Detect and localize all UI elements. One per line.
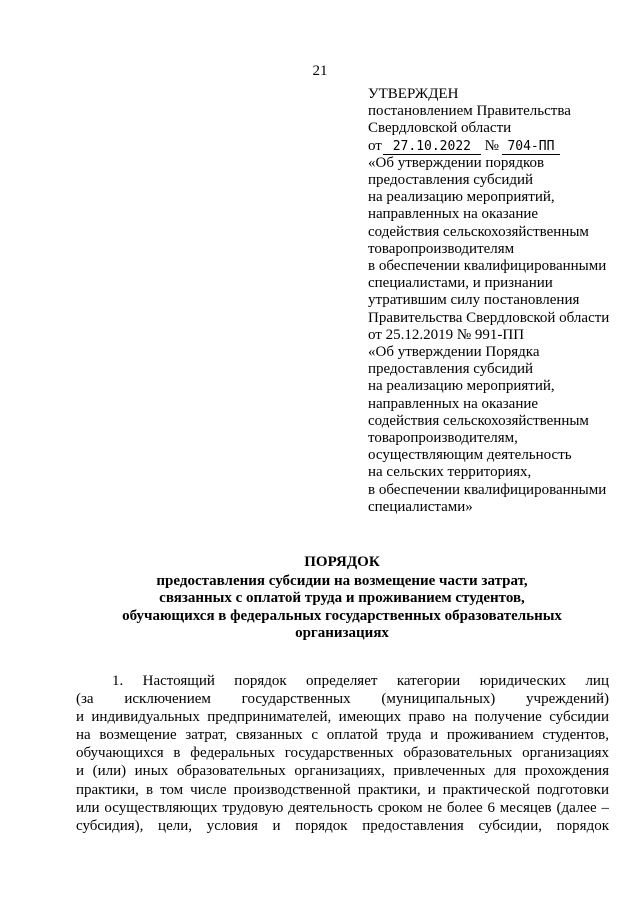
body-line: 1. Настоящий порядок определяет категории юридических лиц [112, 673, 609, 689]
document-subtitle-line: предоставления субсидии на возмещение части затрат, [156, 572, 528, 589]
approval-title-line: содействия сельскохозяйственным [368, 223, 589, 240]
body-line: и (или) иных образовательных организациях, привлеченных для прохождения [76, 763, 609, 780]
approval-title-line: осуществляющим деятельность [368, 447, 572, 464]
approval-title-lines [368, 155, 630, 516]
approval-title-line: специалистами, и признании [368, 275, 553, 292]
approval-line: постановлением Правительства [368, 103, 571, 120]
approval-line: Свердловской области [368, 120, 512, 137]
approval-title-line: направленных на оказание [368, 395, 539, 412]
approval-title-line: направленных на оказание [368, 206, 539, 223]
number-field: 704-ПП [502, 140, 560, 155]
approval-title-line: утратившим силу постановления [368, 292, 580, 309]
approval-title-line: товаропроизводителям [368, 240, 515, 257]
approval-title-line: на реализацию мероприятий, [368, 378, 555, 395]
approval-title-line: Правительства Свердловской области [368, 309, 610, 326]
body-line: практики, в том числе производственной практики, и практической подготовки [76, 781, 609, 798]
body-line: или осуществляющих трудовую деятельность сроком не более 6 месяцев (далее – [76, 799, 609, 816]
number-prefix: № [484, 137, 499, 154]
body-line: и индивидуальных предпринимателей, имеющих право на получение субсидии [76, 709, 609, 726]
approval-title-line: на реализацию мероприятий, [368, 189, 555, 206]
approval-title-line: «Об утверждении Порядка [368, 344, 540, 361]
page-number: 21 [312, 63, 328, 79]
approval-title-line: в обеспечении квалифицированными [368, 481, 607, 498]
document-subtitle-line: связанных с оплатой труда и проживанием студентов, [159, 590, 525, 607]
date-field: 27.10.2022 [383, 140, 481, 155]
date-prefix: от [368, 137, 382, 154]
body-line: субсидия), цели, условия и порядок предоставления субсидии, порядок [76, 817, 609, 834]
approval-date-number-line [368, 138, 630, 155]
document-subtitle-line: обучающихся в федеральных государственных образовательных [122, 607, 562, 624]
document-title-main: ПОРЯДОК [304, 554, 380, 570]
approval-title-line: от 25.12.2019 № 991-ПП [368, 326, 525, 343]
body-line: обучающихся в федеральных государственных образовательных организациях [76, 745, 609, 762]
approval-title-line: на сельских территориях, [368, 464, 532, 481]
approval-heading: УТВЕРЖДЕН [368, 86, 459, 102]
approval-stamp [368, 86, 630, 516]
approval-title-line: содействия сельскохозяйственным [368, 412, 589, 429]
document-subtitle-line: организациях [295, 625, 389, 642]
document-subtitle [100, 573, 584, 643]
approval-title-line: в обеспечении квалифицированными [368, 258, 607, 275]
body-line: (за исключением государственных (муниципальных) учреждений) [76, 691, 609, 708]
approval-title-line: «Об утверждении порядков [368, 154, 545, 171]
approval-title-line: предоставления субсидий [368, 172, 534, 189]
body-paragraph [76, 672, 609, 835]
body-line: на возмещение затрат, связанных с оплатой труда и проживанием студентов, [76, 727, 609, 744]
approval-title-line: предоставления субсидий [368, 361, 534, 378]
document-title [100, 554, 584, 643]
approval-title-line: товаропроизводителям, [368, 430, 518, 447]
approval-title-line: специалистами» [368, 498, 473, 515]
